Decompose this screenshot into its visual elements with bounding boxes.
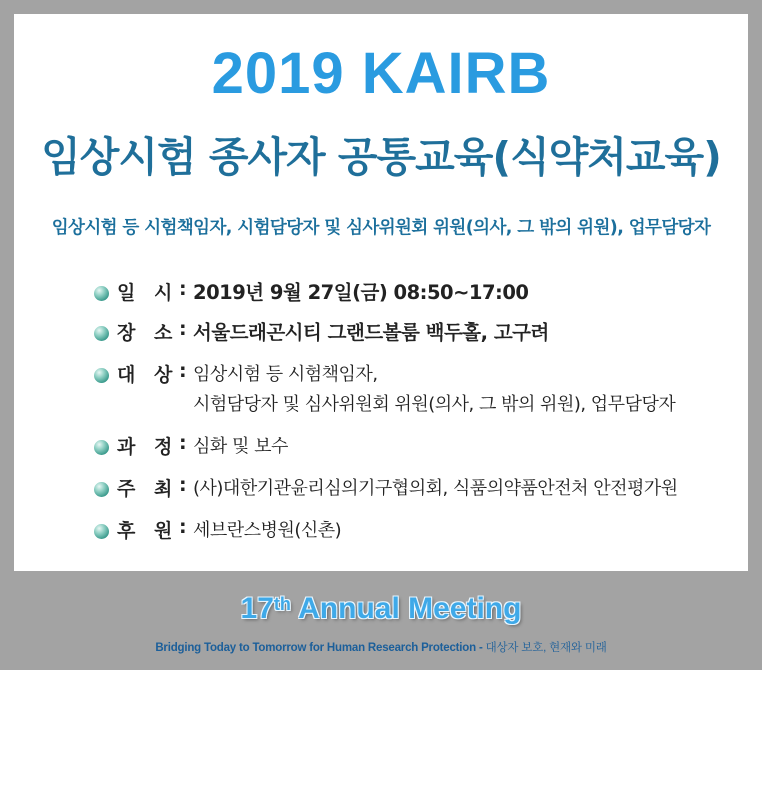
meeting-number: 17: [240, 592, 274, 625]
bullet-icon: [94, 326, 109, 341]
bullet-icon: [94, 482, 109, 497]
detail-colon: :: [179, 360, 187, 382]
detail-row-course: [94, 432, 734, 462]
bullet-icon: [94, 368, 109, 383]
details-list: [94, 278, 734, 542]
poster-title-line1: 2019 KAIRB: [211, 41, 551, 106]
bullet-icon: [94, 440, 109, 455]
detail-label: 주 최: [117, 478, 179, 500]
detail-value: 심화 및 보수: [193, 436, 288, 457]
detail-colon: :: [179, 432, 187, 454]
poster-subtitle: 임상시험 등 시험책임자, 시험담당자 및 심사위원회 위원(의사, 그 밖의 위원), 업무담당자: [51, 218, 711, 238]
tagline-kr: 대상자 보호, 현재와 미래: [485, 642, 607, 654]
tagline-en: Bridging Today to Tomorrow for Human Research Protection -: [155, 642, 486, 654]
detail-value-line2: 시험담당자 및 심사위원회 위원(의사, 그 밖의 위원), 업무담당자: [193, 394, 676, 415]
bullet-icon: [94, 524, 109, 539]
detail-value-line1: 임상시험 등 시험책임자,: [193, 364, 378, 385]
detail-label: 대 상: [117, 364, 179, 386]
detail-label: 과 정: [117, 436, 179, 458]
detail-row-host: [94, 474, 734, 504]
detail-label: 후 원: [117, 520, 179, 542]
poster-title-line2: 임상시험 종사자 공통교육(식약처교육): [41, 133, 721, 181]
detail-label: 일 시: [117, 282, 179, 304]
detail-row-date: [94, 278, 734, 308]
poster-card: [14, 14, 748, 571]
detail-colon: :: [179, 278, 187, 300]
bullet-icon: [94, 286, 109, 301]
detail-colon: :: [179, 516, 187, 538]
meeting-suffix: th: [273, 594, 291, 614]
annual-meeting-title: [0, 592, 762, 626]
detail-value: [193, 360, 675, 420]
detail-value: (사)대한기관윤리심의기구협의회, 식품의약품안전처 안전평가원: [193, 478, 678, 499]
detail-value: 2019년 9월 27일(금) 08:50~17:00: [193, 281, 529, 304]
detail-row-sponsor: [94, 516, 734, 546]
meeting-name: Annual Meeting: [290, 592, 522, 625]
detail-row-target: [94, 360, 734, 420]
meeting-tagline: [0, 639, 762, 655]
detail-colon: :: [179, 318, 187, 340]
detail-row-venue: [94, 318, 734, 348]
detail-value: 세브란스병원(신촌): [193, 520, 342, 541]
detail-label: 장 소: [117, 322, 179, 344]
detail-value: 서울드래곤시티 그랜드볼룸 백두홀, 고구려: [193, 321, 549, 344]
detail-colon: :: [179, 474, 187, 496]
